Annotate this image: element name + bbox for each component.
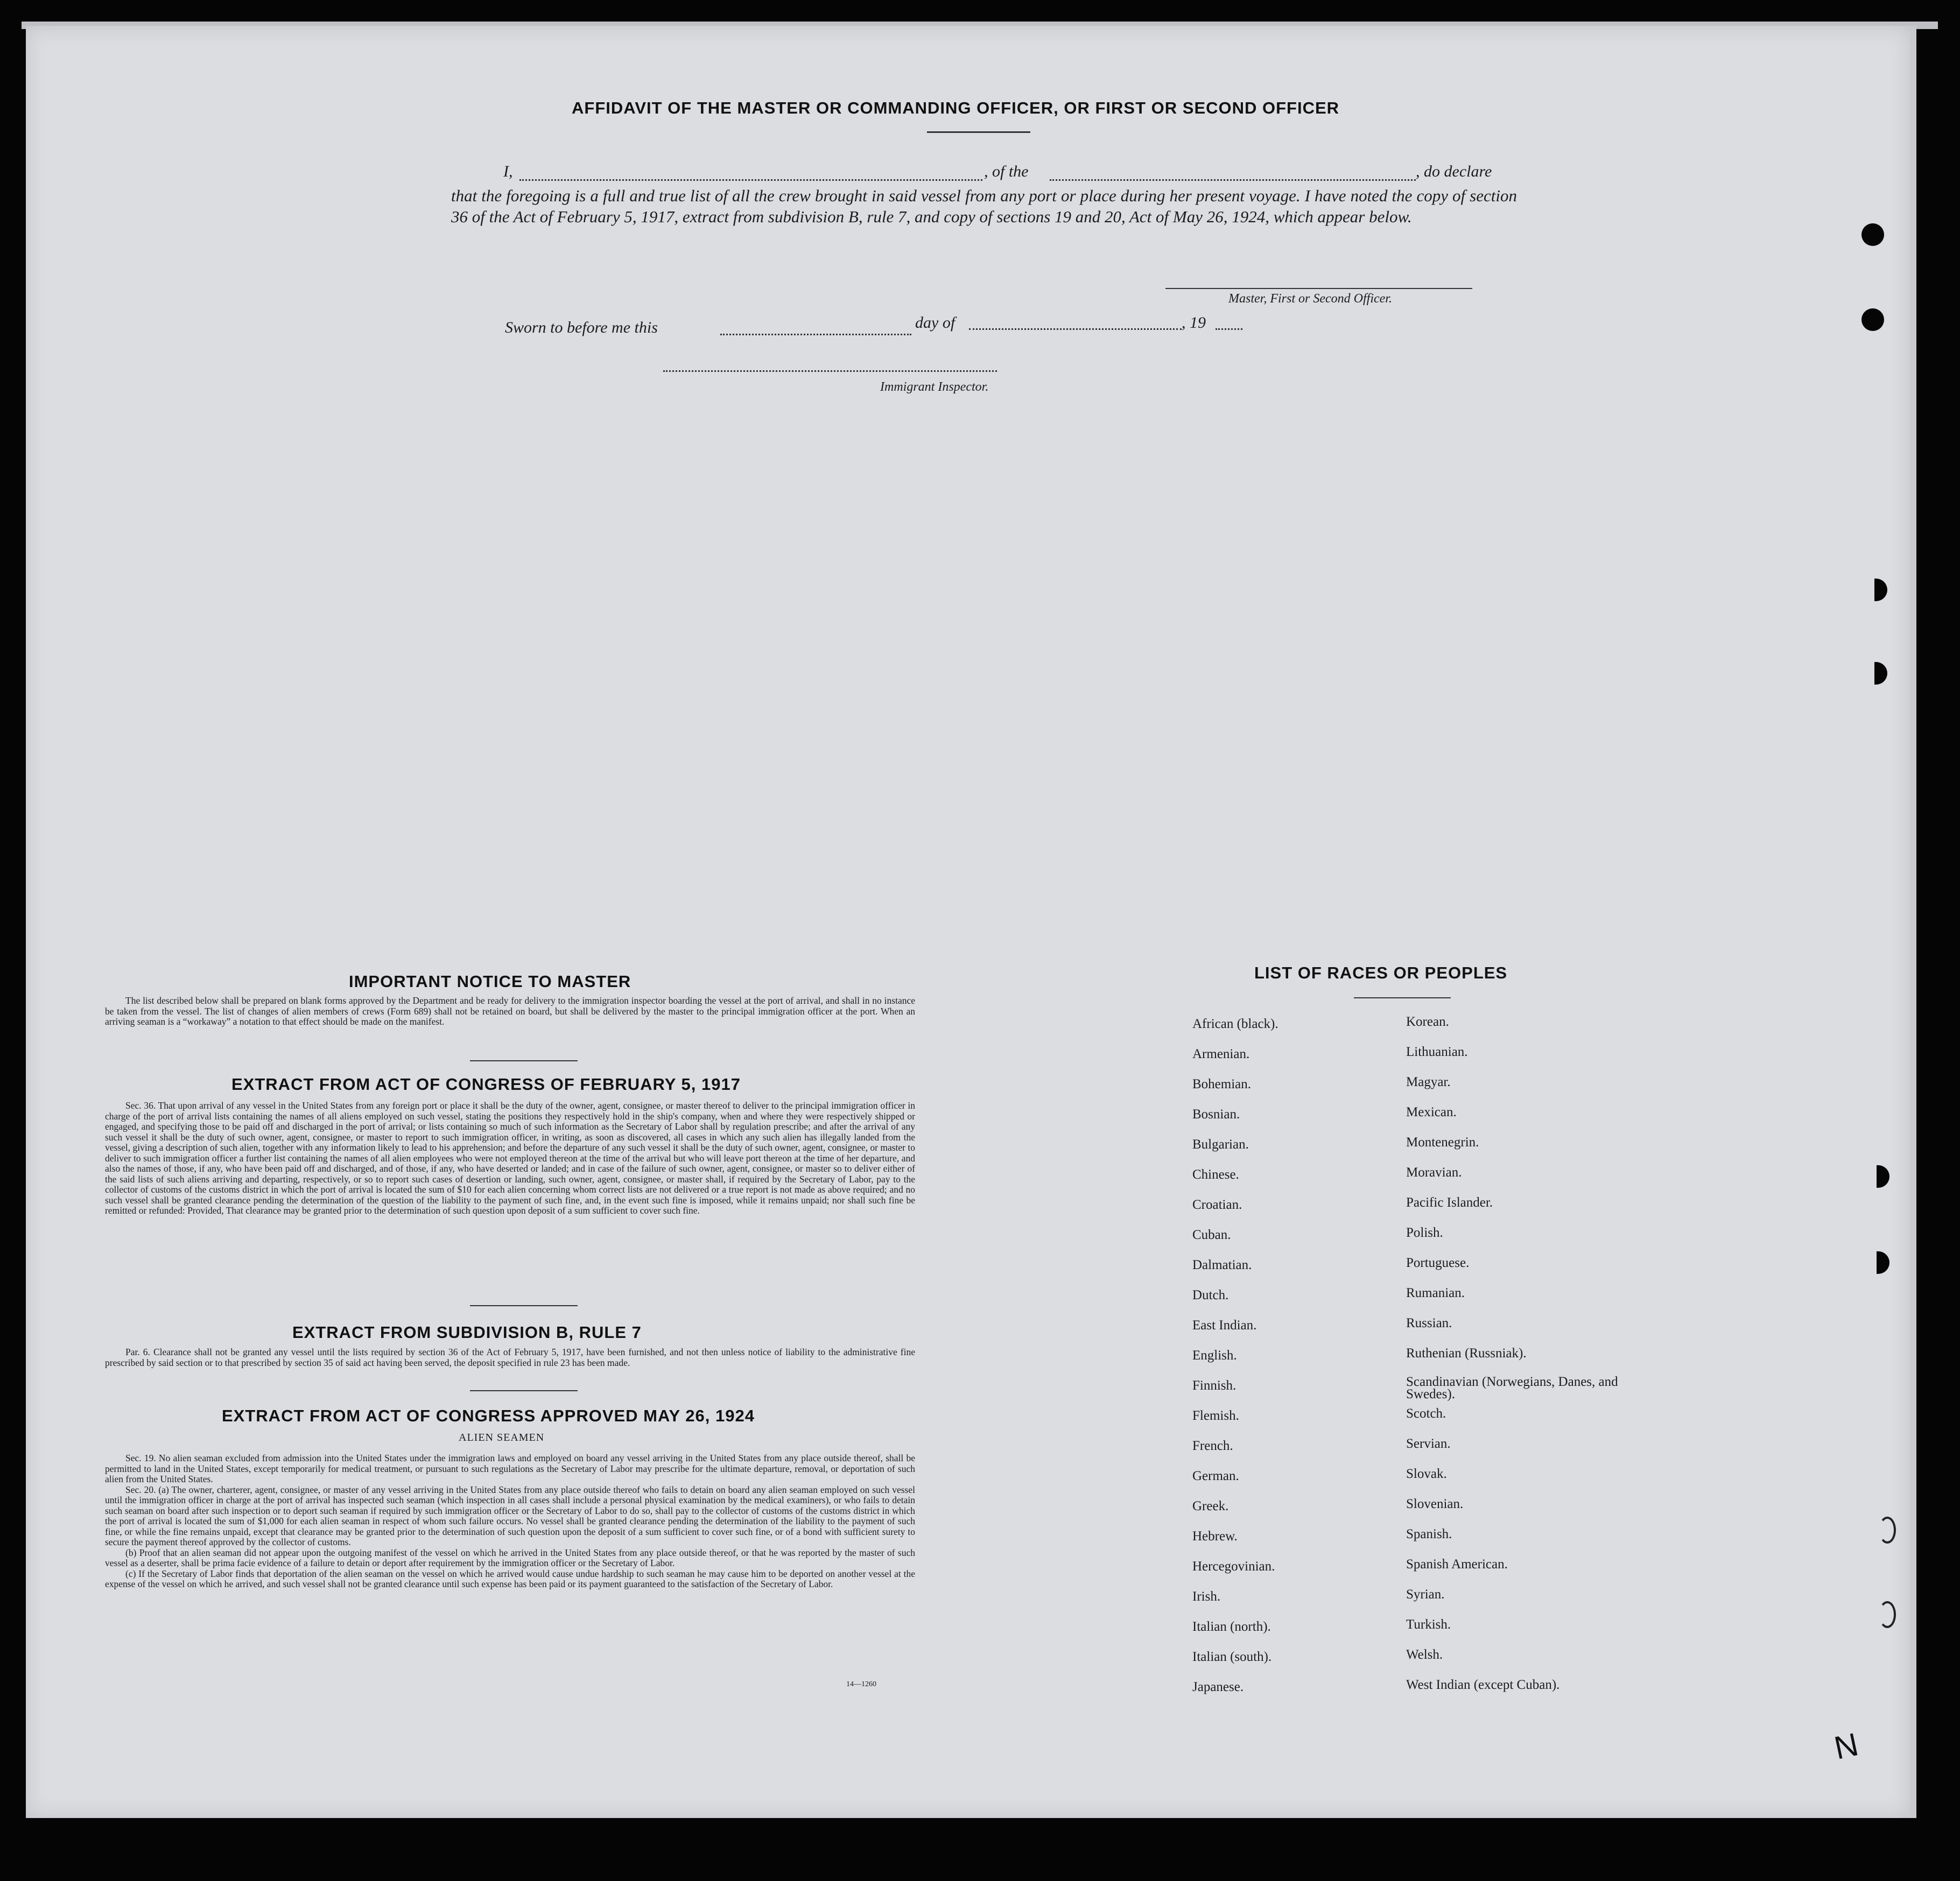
race-item: Armenian.: [1192, 1047, 1250, 1061]
race-item: Bohemian.: [1192, 1077, 1252, 1091]
race-item: Portuguese.: [1406, 1256, 1470, 1270]
race-item: Slovak.: [1406, 1467, 1447, 1481]
race-item: Greek.: [1192, 1499, 1229, 1513]
affidavit-title: AFFIDAVIT OF THE MASTER OR COMMANDING OFFICER, OR FIRST OR SECOND OFFICER: [572, 98, 1340, 117]
race-item: Bulgarian.: [1192, 1137, 1249, 1152]
extract-1924-title: EXTRACT FROM ACT OF CONGRESS APPROVED MAY 26, 1924: [222, 1406, 755, 1425]
affidavit-body: that the foregoing is a full and true list of all the crew brought in said vessel from any port or place during her present voyage. I have noted the copy of section 36 of the Act of February 5, 1917, extract from subdivision B, rule 7, and copy of sections 19 and 20, Act of May 26, 1924, which appear below.: [451, 186, 1517, 226]
day-blank: [720, 334, 911, 335]
section-divider: [470, 1060, 578, 1061]
race-item: Korean.: [1406, 1015, 1449, 1029]
race-item: Italian (north).: [1192, 1619, 1271, 1634]
affidavit-declare: , do declare: [1416, 163, 1492, 180]
sworn-text: Sworn to before me this: [505, 319, 658, 336]
race-item: Rumanian.: [1406, 1286, 1465, 1300]
race-item: Pacific Islander.: [1406, 1195, 1493, 1210]
signature-line: [1165, 288, 1472, 289]
race-item: African (black).: [1192, 1017, 1278, 1031]
affidavit-of-the: , of the: [984, 163, 1029, 180]
year-blank: [1216, 328, 1242, 330]
signature-caption: Master, First or Second Officer.: [1228, 292, 1392, 306]
race-item: Magyar.: [1406, 1075, 1451, 1089]
race-item: French.: [1192, 1439, 1233, 1453]
inspector-caption: Immigrant Inspector.: [880, 380, 989, 394]
race-item: Spanish American.: [1406, 1557, 1508, 1572]
alien-seamen-subtitle: ALIEN SEAMEN: [459, 1432, 545, 1443]
race-item: Italian (south).: [1192, 1650, 1272, 1664]
race-item: Welsh.: [1406, 1647, 1443, 1662]
race-item: Ruthenian (Russniak).: [1406, 1346, 1527, 1361]
race-item: West Indian (except Cuban).: [1406, 1678, 1560, 1692]
section-36-paragraph: Sec. 36. That upon arrival of any vessel in the United States from any foreign port or place it shall be the duty of the owner, agent, consignee, or master thereof to deliver to the principal immigration officer in charge of the port of arrival lists containing the names of all aliens employed on such vessel, stating the positions they respectively hold in the ship's company, when and where they were respectively shipped or engaged, and specifying those to be paid off and discharged in the port of arrival; or lists containing so much of such information as the Secretary of Labor shall by regulation prescribe; and after the arrival of any such vessel it shall be the duty of such owner, agent, consignee, or master to report to such immigration officer, in writing, as soon as discovered, all cases in which any such alien has illegally landed from the vessel, giving a description of such alien, together with any information likely to lead to his apprehension; and before the departure of any such vessel it shall be the duty of such owner, agent, consignee, or master to deliver to such immigration officer a further list containing the names of all alien employees who were not employed thereon at the time of the arrival but who will leave port thereon at the time of her departure, and also the names of those, if any, who have been paid off and discharged, and of those, if any, who have deserted or landed; and in case of the failure of such owner, agent, consignee, or master so to deliver either of the said lists of such aliens arriving and departing, respectively, or so to report such cases of desertion or landing, such owner, agent, consignee, or master shall, if required by the Secretary of Labor, pay to the collector of customs of the customs district in which the port of arrival is located the sum of $10 for each alien concerning whom correct lists are not delivered or a true report is not made as above required; and no such vessel shall be granted clearance pending the determination of the question of the liability to the payment of such fine, and, in the event such fine is imposed, while it remains unpaid; nor shall such fine be remitted or refunded: Provided, That clearance may be granted prior to the determination of such question upon deposit of a sum sufficient to cover such fine.: [105, 1100, 915, 1216]
notice-paragraph: The list described below shall be prepared on blank forms approved by the Department and be ready for delivery to the immigration inspector boarding the vessel at the port of arrival, and shall in no instance be taken from the vessel. The list of changes of alien members of crews (Form 689) shall not be retained on board, but shall be delivered by the master to the principal immigration officer at the port. When an arriving seaman is a “workaway” a notation to that effect should be made on the manifest.: [105, 995, 915, 1027]
race-item: Spanish.: [1406, 1527, 1452, 1541]
title-divider: [927, 131, 1030, 133]
race-item: Bosnian.: [1192, 1107, 1240, 1122]
day-of-text: day of: [915, 314, 956, 332]
extract-1917-title: EXTRACT FROM ACT OF CONGRESS OF FEBRUARY 5, 1917: [231, 1075, 741, 1094]
par-6-paragraph: Par. 6. Clearance shall not be granted any vessel until the lists required by section 36 of the Act of February 5, 1917, have been furnished, and not then unless notice of liability to the administrative fine prescribed by said section or to that prescribed by section 35 of said act having been served, the deposit specified in rule 23 has been made.: [105, 1347, 915, 1368]
binder-hole: [1861, 223, 1884, 246]
section-20c-paragraph: (c) If the Secretary of Labor finds that deportation of the alien seaman on the vessel on which he arrived would cause undue hardship to such seaman he may cause him to be deported on another vessel at the expense of the vessel on which he arrived, and such vessel shall not be granted clearance until such expense has been paid or its payment guaranteed to the satisfaction of the Secretary of Labor.: [105, 1568, 915, 1589]
race-item: Finnish.: [1192, 1378, 1237, 1393]
race-item: Croatian.: [1192, 1197, 1242, 1212]
form-number: 14—1260: [846, 1680, 876, 1688]
race-item: English.: [1192, 1348, 1237, 1363]
race-item: Montenegrin.: [1406, 1135, 1479, 1150]
section-19-paragraph: Sec. 19. No alien seaman excluded from admission into the United States under the immigration laws and employed on board any vessel arriving in the United States from any place outside thereof, shall be permitted to land in the United States, except temporarily for medical treatment, or pursuant to such regulations as the Secretary of Labor may prescribe for the ultimate departure, removal, or deportation of such alien from the United States.: [105, 1453, 915, 1484]
races-title: LIST OF RACES OR PEOPLES: [1254, 963, 1508, 982]
extract-1917-body: [105, 1101, 915, 1216]
section-20b-paragraph: (b) Proof that an alien seaman did not appear upon the outgoing manifest of the vessel on which he arrived in the United States from any place outside thereof, or that he was reported by the master of such vessel as a deserter, shall be prima facie evidence of a failure to detain or deport after requirement by the immigration officer or the Secretary of Labor.: [105, 1547, 915, 1568]
race-item: Turkish.: [1406, 1617, 1451, 1632]
vessel-blank: [1050, 179, 1416, 181]
extract-1924-body: [105, 1453, 915, 1590]
race-item: Moravian.: [1406, 1165, 1462, 1180]
race-item: Hebrew.: [1192, 1529, 1238, 1544]
race-item: Flemish.: [1192, 1408, 1239, 1423]
race-item: Dalmatian.: [1192, 1258, 1252, 1272]
race-item: Hercegovinian.: [1192, 1559, 1275, 1574]
race-item: Scotch.: [1406, 1406, 1446, 1421]
races-divider: [1354, 997, 1451, 998]
race-item: Mexican.: [1406, 1105, 1457, 1119]
race-item: Japanese.: [1192, 1680, 1244, 1694]
section-divider: [470, 1390, 578, 1391]
inspector-signature-line: [663, 370, 997, 372]
race-item: Irish.: [1192, 1589, 1221, 1604]
year-prefix: , 19: [1182, 314, 1206, 332]
binder-hole: [1861, 308, 1884, 331]
notice-body: [105, 996, 915, 1027]
binder-hole: [1879, 1601, 1896, 1628]
section-divider: [470, 1305, 578, 1306]
section-20a-paragraph: Sec. 20. (a) The owner, charterer, agent, consignee, or master of any vessel arriving in the United States from any place outside thereof who fails to detain on board any alien seaman employed on such vessel until the immigration officer in charge at the port of arrival has inspected such seaman (which inspection in all cases shall include a personal physical examination by the medical examiners), or who fails to detain such seaman on board after such inspection or to deport such seaman if required by such immigration officer or the Secretary of Labor to do so, shall pay to the collector of customs of the customs district in which the port of arrival is located the sum of $1,000 for each alien seaman in respect of whom such failure occurs. No vessel shall be granted clearance pending the determination of the liability to the payment of such fine, or while the fine remains unpaid, except that clearance may be granted prior to the determination of such question upon the deposit of a sum sufficient to cover such fine, or of a bond with sufficient surety to secure the payment thereof approved by the collector of customs.: [105, 1484, 915, 1547]
rule-7-title: EXTRACT FROM SUBDIVISION B, RULE 7: [292, 1323, 642, 1342]
race-item: Scandinavian (Norwegians, Danes, and Swedes).: [1406, 1375, 1618, 1401]
race-item: Chinese.: [1192, 1167, 1239, 1182]
race-item: Dutch.: [1192, 1288, 1229, 1302]
month-blank: [969, 328, 1182, 330]
races-list-left: [1192, 1016, 1278, 1709]
race-item: Lithuanian.: [1406, 1045, 1468, 1059]
race-item: Polish.: [1406, 1225, 1443, 1240]
race-item: Servian.: [1406, 1436, 1451, 1451]
race-item: Slovenian.: [1406, 1497, 1464, 1511]
races-list-right: [1406, 1014, 1643, 1707]
name-blank: [519, 179, 982, 181]
race-item: East Indian.: [1192, 1318, 1257, 1333]
rule-7-body: [105, 1347, 915, 1368]
affidavit-i: I,: [503, 163, 513, 180]
race-item: Syrian.: [1406, 1587, 1445, 1602]
binder-hole: [1879, 1517, 1896, 1544]
race-item: German.: [1192, 1469, 1239, 1483]
race-item: Cuban.: [1192, 1228, 1231, 1242]
handwritten-mark: N: [1831, 1726, 1861, 1766]
race-item: Russian.: [1406, 1316, 1452, 1330]
notice-title: IMPORTANT NOTICE TO MASTER: [349, 972, 631, 991]
